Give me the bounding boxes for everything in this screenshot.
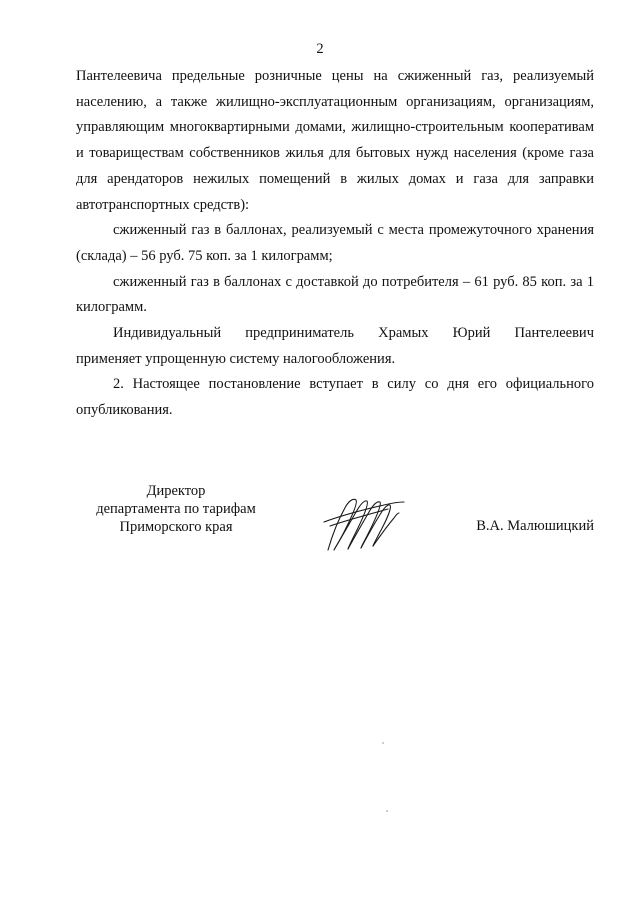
signatory-title-line3: Приморского края [119,519,233,535]
handwritten-signature [322,492,406,558]
paragraph-intro: Пантелеевича предельные розничные цены на сжиженный газ, реализуемый населению, а также жилищно-эксплуатационным организациям, организациям, управляющим многоквартирными домами, жилищно-строительным кооперативам и товариществам собственников жилья для бытовых нужд населения (кроме газа для арендаторов нежилых помещений в жилых домах и газа для заправки автотранспортных средств): [76,68,594,213]
signatory-title-line1: Директор [146,483,206,499]
signatory-title-line2: департамента по тарифам [96,501,256,517]
paragraph-item-warehouse: сжиженный газ в баллонах, реализуемый с места промежуточного хранения (склада) – 56 руб. 75 коп. за 1 килограмм; [76,222,594,264]
document-body [76,64,594,424]
page-number: 2 [316,41,324,57]
paragraph-effective: 2. Настоящее постановление вступает в силу со дня его официального опубликования. [76,376,594,419]
paragraph-item-delivery: сжиженный газ в баллонах с доставкой до потребителя – 61 руб. 85 коп. за 1 килограмм. [76,273,594,316]
scan-speck [382,742,384,744]
paragraph-tax-line1: Индивидуальный предприниматель Храмых Юрий Пантелеевич [113,325,594,342]
paragraph-tax-line2: применяет упрощенную систему налогообложения. [76,350,396,367]
signatory-title [76,482,276,536]
signatory-name: В.А. Малюшицкий [476,518,594,534]
scan-speck [386,810,388,812]
